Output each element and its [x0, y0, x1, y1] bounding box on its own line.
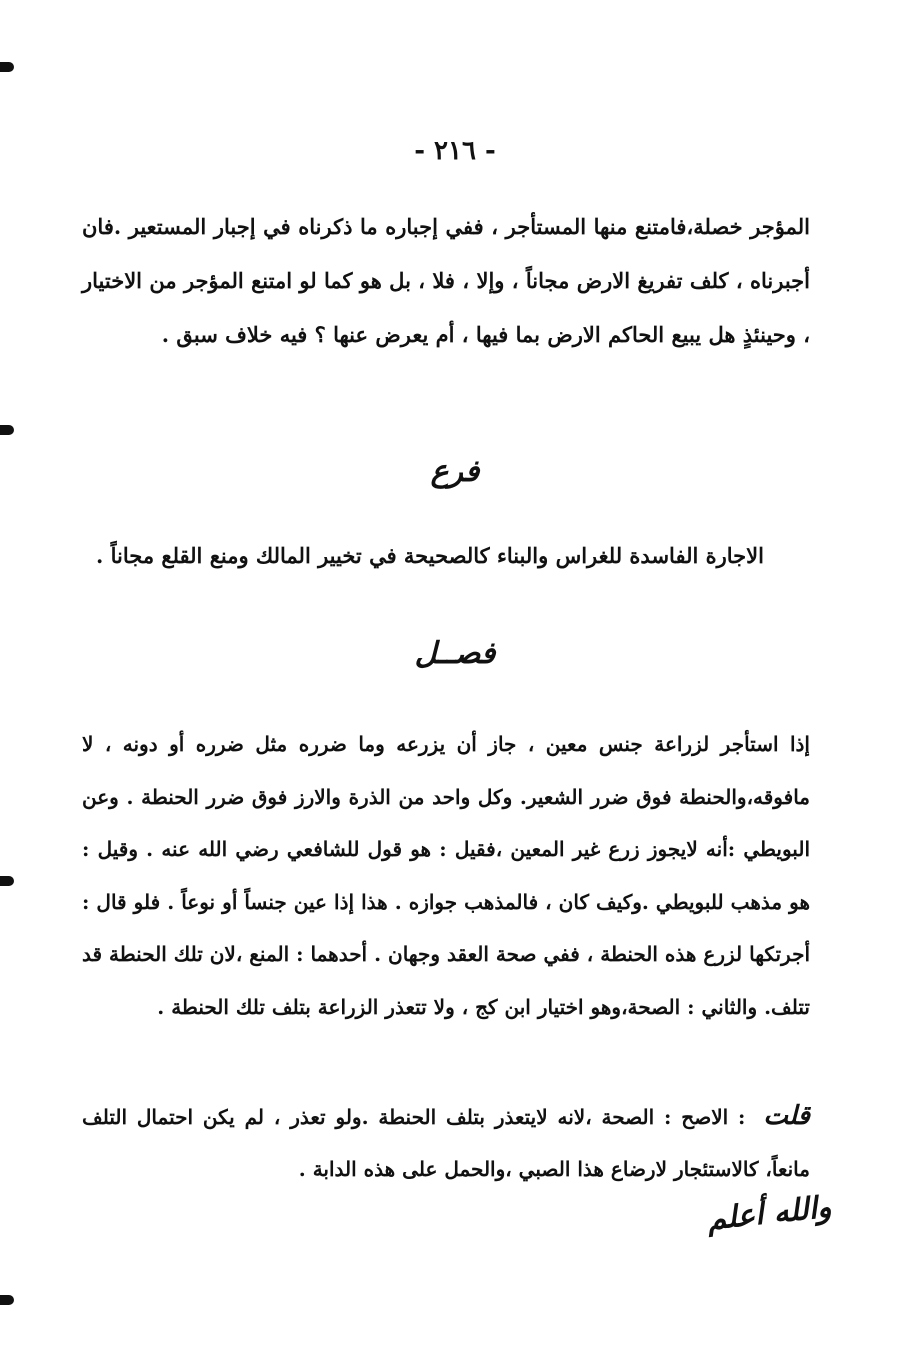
section-heading-far: فرع: [430, 454, 480, 489]
scan-edge-mark: [0, 425, 14, 435]
scan-edge-mark: [0, 1295, 14, 1305]
closing-formula: والله أعلم: [705, 1189, 834, 1238]
qultu-label: قلت: [763, 1101, 810, 1131]
scan-edge-mark: [0, 62, 14, 72]
paragraph-continuation: المؤجر خصلة،فامتنع منها المستأجر ، ففي إجباره ما ذكرناه في إجبار المستعير .فان أجبرناه ، كلف تفريغ الارض مجاناً ، وإلا ، فلا ، بل هو كما لو امتنع المؤجر من الاختيار ، وحينئذٍ هل يبيع الحاكم الارض بما فيها ، أم يعرض عنها ؟ فيه خلاف سبق .: [82, 214, 810, 347]
page-number: - ٢١٦ -: [414, 136, 496, 166]
qultu-paragraph: [82, 1090, 810, 1195]
far-ruling-text: الاجارة الفاسدة للغراس والبناء كالصحيحة في تخيير المالك ومنع القلع مجاناً .: [96, 543, 764, 568]
section-heading-fasl: فصــل: [414, 636, 496, 671]
scan-edge-mark: [0, 876, 14, 886]
qultu-text: : الاصح : الصحة ،لانه لايتعذر بتلف الحنطة .ولو تعذر ، لم يكن احتمال التلف مانعاً، كالاستئجار لارضاع هذا الصبي ،والحمل على هذه الدابة .: [82, 1105, 810, 1181]
fasl-paragraph: إذا استأجر لزراعة جنس معين ، جاز أن يزرعه وما ضرره مثل ضرره أو دونه ، لا مافوقه،والحنطة فوق ضرر الشعير. وكل واحد من الذرة والارز فوق ضرر الحنطة . وعن البويطي :أنه لايجوز زرع غير المعين ،فقيل : هو قول للشافعي رضي الله عنه . وقيل : هو مذهب للبويطي .وكيف كان ، فالمذهب جوازه . هذا إذا عين جنساً أو نوعاً . فلو قال : أجرتكها لزرع هذه الحنطة ، ففي صحة العقد وجهان . أحدهما : المنع ،لان تلك الحنطة قد تتلف. والثاني : الصحة،وهو اختيار ابن كج ، ولا تتعذر الزراعة بتلف تلك الحنطة .: [82, 732, 811, 1019]
